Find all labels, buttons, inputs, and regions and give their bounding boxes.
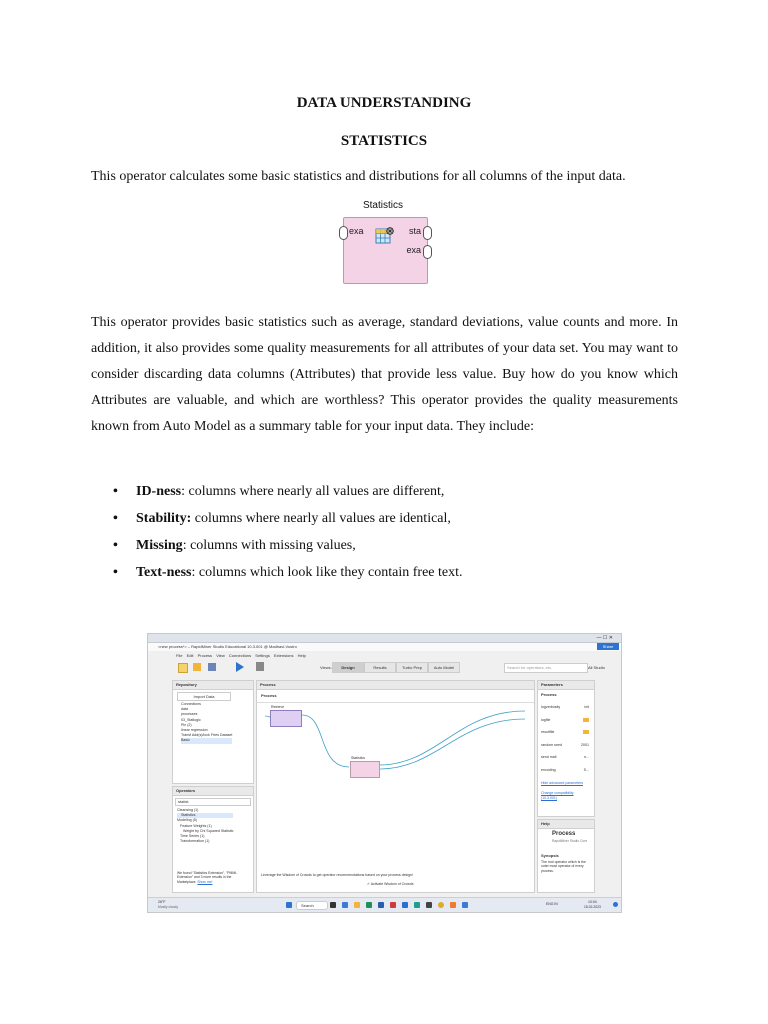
- output-port-label-1: sta: [408, 226, 421, 236]
- app-icon[interactable]: [402, 902, 408, 908]
- clock-time: 10:04: [588, 900, 597, 904]
- operator-tree: Cleansing (1) Statistics Modeling (5) Feature Weights (1) Weight by Chi Squared Statistic Time Series (1) Transformation (1): [177, 808, 234, 844]
- statistics-operator-label: Statistics: [351, 756, 366, 760]
- process-canvas[interactable]: [257, 702, 534, 871]
- app-icon[interactable]: [366, 902, 372, 908]
- rapidminer-icon[interactable]: [450, 902, 456, 908]
- statistics-operator-figure: [333, 200, 433, 286]
- input-port-icon: [339, 226, 348, 240]
- feature-sep: :: [191, 565, 196, 580]
- folder-icon: [583, 730, 589, 734]
- operator-box: [343, 217, 428, 284]
- retrieve-operator-label: Retrieve: [271, 705, 285, 709]
- output-port-icon-2: [423, 245, 432, 259]
- wisdom-text: Leverage the Wisdom of Crowds to get operator recommendations based on your process design!: [261, 873, 413, 877]
- menu-items[interactable]: File Edit Process View Connections Settings Extensions Help: [176, 653, 306, 658]
- rapidminer-screenshot: [147, 633, 622, 913]
- output-port-icon: [423, 226, 432, 240]
- run-icon[interactable]: [236, 662, 244, 672]
- window-controls: — ☐ ✕: [596, 635, 613, 641]
- task-view-icon[interactable]: [330, 902, 336, 908]
- show-me-link[interactable]: Show me!: [197, 879, 213, 884]
- explorer-icon[interactable]: [354, 902, 360, 908]
- repository-tree: Connections data processes 03_Statlogic Pin (2) linear regression Transf Add(s)/lock Frtes Dataset Basic: [181, 702, 233, 743]
- feature-term: ID-ness: [136, 484, 182, 499]
- feature-term: Stability:: [136, 511, 192, 526]
- statistics-operator[interactable]: [350, 761, 380, 778]
- feature-item-idness: [91, 481, 691, 508]
- parameter-row[interactable]: resultfile: [541, 726, 593, 739]
- feature-item-stability: [91, 508, 691, 535]
- operator-title: Statistics: [362, 200, 403, 211]
- feature-desc: columns which look like they contain free text.: [195, 565, 463, 580]
- app-icon[interactable]: [342, 902, 348, 908]
- windows-taskbar: [148, 897, 621, 912]
- parameter-rows: [541, 701, 593, 776]
- parameters-panel: [537, 680, 595, 817]
- feature-list: [91, 481, 691, 589]
- all-studio-dropdown[interactable]: All Studio: [588, 665, 605, 670]
- marketplace-hint: We found "Statistics Extension", "PMML Extension" and 3 more results in the Marketplace. Show me!: [177, 871, 237, 884]
- intro-paragraph: This operator calculates some basic statistics and distributions for all columns of the input data.: [91, 169, 626, 184]
- views-label: Views:: [320, 665, 332, 670]
- process-panel: [256, 680, 535, 893]
- repository-title: Repository: [173, 681, 253, 690]
- folder-icon: [583, 718, 589, 722]
- body-paragraph: This operator provides basic statistics such as average, standard deviations, value counts and more. In addition, it also provides some quality measurements for all attributes of your data set. You may want to consider discarding data columns (Attributes) that provide less value. Buy how do you know which Attributes are valuable, and which are worthless? This operator provides the quality measurements known from Auto Model as a summary table for your input data. They include:: [91, 315, 678, 434]
- help-sub: RapidMiner Studio Core: [552, 839, 588, 843]
- share-button[interactable]: Share: [597, 643, 619, 650]
- save-icon[interactable]: [208, 663, 216, 671]
- heading-statistics: STATISTICS: [340, 133, 428, 149]
- app-icon[interactable]: [462, 902, 468, 908]
- stop-icon[interactable]: [256, 662, 264, 671]
- parameter-row[interactable]: encoding S...: [541, 767, 589, 772]
- heading-data-understanding: DATA UNDERSTANDING: [296, 95, 472, 111]
- view-auto-model-tab[interactable]: Auto Model: [428, 662, 460, 673]
- feature-desc: columns with missing values,: [186, 538, 356, 553]
- compatibility-link[interactable]: Change compatibility (10.3.001): [541, 791, 574, 800]
- statistics-grid-icon: [375, 226, 395, 246]
- input-port-label: exa: [349, 226, 364, 236]
- view-results-tab[interactable]: Results: [364, 662, 396, 673]
- feature-term: Text-ness: [136, 565, 192, 580]
- help-synopsis-title: Synopsis: [541, 853, 559, 858]
- browser-tab-bar: [148, 634, 621, 643]
- feature-sep: :: [181, 484, 186, 499]
- process-connections: [257, 703, 534, 871]
- help-text: The root operator which is the outer most operator of every process.: [541, 860, 586, 873]
- advanced-parameters-link[interactable]: Hide advanced parameters: [541, 781, 584, 785]
- open-folder-icon[interactable]: [193, 663, 201, 671]
- operators-title: Operators: [173, 787, 253, 796]
- clock-date: 15-02-2023: [584, 905, 601, 909]
- new-process-icon[interactable]: [178, 663, 188, 673]
- feature-desc: columns where nearly all values are identical,: [191, 511, 451, 526]
- feature-desc: columns where nearly all values are different,: [185, 484, 445, 499]
- parameter-row[interactable]: send mail n...: [541, 755, 589, 759]
- view-turbo-prep-tab[interactable]: Turbo Prep: [396, 662, 428, 673]
- parameters-header: Process: [541, 692, 557, 697]
- toolbar: [148, 659, 621, 678]
- feature-term: Missing: [136, 538, 183, 553]
- language-indicator[interactable]: ENG IN: [546, 902, 558, 906]
- parameter-row[interactable]: logfile: [541, 714, 593, 727]
- parameters-title: Parameters: [538, 681, 594, 690]
- help-panel: [537, 819, 595, 893]
- taskbar-search[interactable]: Search: [296, 901, 328, 910]
- parameter-row[interactable]: logverbosity init: [541, 705, 589, 709]
- menu-bar: [148, 652, 621, 659]
- view-design-tab[interactable]: Design: [332, 662, 364, 673]
- retrieve-operator[interactable]: [270, 710, 302, 727]
- app-icon[interactable]: [378, 902, 384, 908]
- operator-search-input[interactable]: statist: [175, 798, 251, 806]
- feature-item-missing: [91, 535, 691, 562]
- import-data-button[interactable]: Import Data: [177, 692, 231, 701]
- start-icon[interactable]: [286, 902, 292, 908]
- notification-icon[interactable]: [613, 902, 618, 907]
- help-title: Help: [538, 820, 594, 829]
- app-icon[interactable]: [426, 902, 432, 908]
- weather-temp: 26°F: [158, 900, 166, 904]
- chrome-icon[interactable]: [438, 902, 444, 908]
- output-port-label-2: exa: [406, 245, 421, 255]
- process-title: Process: [257, 681, 534, 690]
- feature-item-textness: [91, 562, 691, 589]
- feature-sep: :: [182, 538, 187, 553]
- app-icon[interactable]: [390, 902, 396, 908]
- help-heading: Process: [552, 831, 576, 837]
- parameter-row[interactable]: random seed 2001: [541, 742, 589, 747]
- edge-icon[interactable]: [414, 902, 420, 908]
- process-breadcrumb: Process: [261, 693, 277, 698]
- weather-note: Mostly cloudy: [158, 905, 178, 909]
- search-operators-input[interactable]: Search for operators, etc.: [504, 663, 588, 673]
- window-title: <new process*> – RapidMiner Studio Educational 10.3.001 @ Madhavi-Vostro: [158, 644, 297, 649]
- operators-panel: [172, 786, 254, 893]
- activate-wisdom-button[interactable]: ✔ Activate Wisdom of Crowds: [367, 882, 414, 886]
- window-title-bar: [148, 643, 621, 651]
- repository-panel: [172, 680, 254, 784]
